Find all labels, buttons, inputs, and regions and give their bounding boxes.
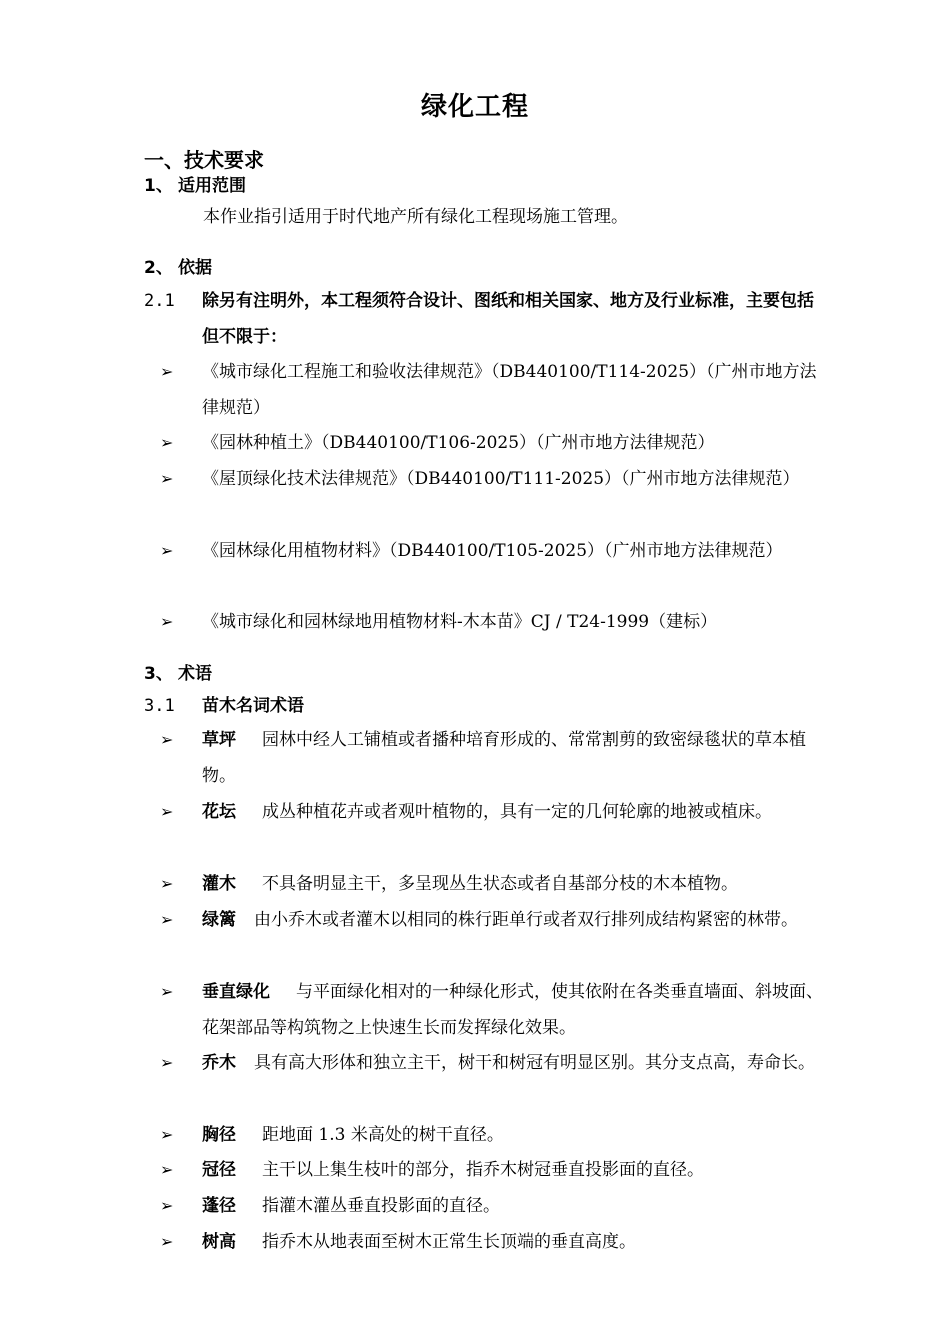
page-title: 绿化工程 <box>420 92 529 122</box>
standard-text: 《城市绿化和园林绿地用植物材料-木本苗》CJ / T24-1999（建标） <box>202 612 718 632</box>
term-definition: 指乔木从地表面至树木正常生长顶端的垂直高度。 <box>262 1232 636 1252</box>
standard-text: 《园林绿化用植物材料》（DB440100/T105-2025）（广州市地方法律规范） <box>202 541 783 561</box>
arrow-bullet-icon: ➢ <box>160 541 174 560</box>
clause-number: 3.1 <box>144 696 175 716</box>
term-name: 花坛 <box>202 802 236 822</box>
arrow-bullet-icon: ➢ <box>160 469 174 488</box>
arrow-bullet-icon: ➢ <box>160 433 174 452</box>
standard-text: 《屋顶绿化技术法律规范》（DB440100/T111-2025）（广州市地方法律规范） <box>202 469 800 489</box>
term-definition: 距地面 1.3 米高处的树干直径。 <box>262 1125 504 1145</box>
term-definition: 指灌木灌丛垂直投影面的直径。 <box>262 1196 500 1216</box>
term-name: 冠径 <box>202 1160 236 1180</box>
clause-text: 除另有注明外，本工程须符合设计、图纸和相关国家、地方及行业标准，主要包括但不限于： <box>202 291 814 347</box>
arrow-bullet-icon: ➢ <box>160 874 174 893</box>
term-name: 蓬径 <box>202 1196 236 1216</box>
subsection-number: 1、 <box>144 176 173 196</box>
arrow-bullet-icon: ➢ <box>160 1053 174 1072</box>
arrow-bullet-icon: ➢ <box>160 1196 174 1215</box>
term-name: 绿篱 <box>202 910 236 930</box>
term-definition: 与平面绿化相对的一种绿化形式，使其依附在各类垂直墙面、斜坡面、花架部品等构筑物之上快速生长而发挥绿化效果。 <box>202 982 823 1038</box>
scope-paragraph: 本作业指引适用于时代地产所有绿化工程现场施工管理。 <box>203 207 628 227</box>
term-name: 树高 <box>202 1232 236 1252</box>
clause-number: 2.1 <box>144 291 175 311</box>
subsection-3-heading <box>144 659 212 684</box>
subsection-label: 术语 <box>178 664 212 684</box>
term-definition: 由小乔木或者灌木以相同的株行距单行或者双行排列成结构紧密的林带。 <box>254 910 798 930</box>
subsection-label: 依据 <box>178 258 212 278</box>
term-name: 灌木 <box>202 874 236 894</box>
clause-text: 苗木名词术语 <box>202 696 304 716</box>
term-name: 草坪 <box>202 730 236 750</box>
subsection-number: 2、 <box>144 258 173 278</box>
arrow-bullet-icon: ➢ <box>160 982 174 1001</box>
standard-text: 《城市绿化工程施工和验收法律规范》（DB440100/T114-2025）（广州市地方法律规范） <box>202 362 817 418</box>
section-heading: 一、技术要求 <box>144 148 264 172</box>
arrow-bullet-icon: ➢ <box>160 910 174 929</box>
arrow-bullet-icon: ➢ <box>160 362 174 381</box>
arrow-bullet-icon: ➢ <box>160 612 174 631</box>
arrow-bullet-icon: ➢ <box>160 1232 174 1251</box>
arrow-bullet-icon: ➢ <box>160 1160 174 1179</box>
subsection-2-heading <box>144 253 212 278</box>
arrow-bullet-icon: ➢ <box>160 802 174 821</box>
subsection-label: 适用范围 <box>178 176 246 196</box>
term-definition: 园林中经人工铺植或者播种培育形成的、常常割剪的致密绿毯状的草本植物。 <box>202 730 806 786</box>
term-name: 垂直绿化 <box>202 982 270 1002</box>
term-definition: 成丛种植花卉或者观叶植物的，具有一定的几何轮廓的地被或植床。 <box>262 802 772 822</box>
standard-text: 《园林种植土》（DB440100/T106-2025）（广州市地方法律规范） <box>202 433 715 453</box>
subsection-1-heading <box>144 171 246 196</box>
arrow-bullet-icon: ➢ <box>160 730 174 749</box>
term-definition: 不具备明显主干，多呈现丛生状态或者自基部分枝的木本植物。 <box>262 874 738 894</box>
term-definition: 具有高大形体和独立主干，树干和树冠有明显区别。其分支点高，寿命长。 <box>254 1053 815 1073</box>
term-name: 乔木 <box>202 1053 236 1073</box>
subsection-number: 3、 <box>144 664 173 684</box>
term-definition: 主干以上集生枝叶的部分，指乔木树冠垂直投影面的直径。 <box>262 1160 704 1180</box>
term-name: 胸径 <box>202 1125 236 1145</box>
arrow-bullet-icon: ➢ <box>160 1125 174 1144</box>
